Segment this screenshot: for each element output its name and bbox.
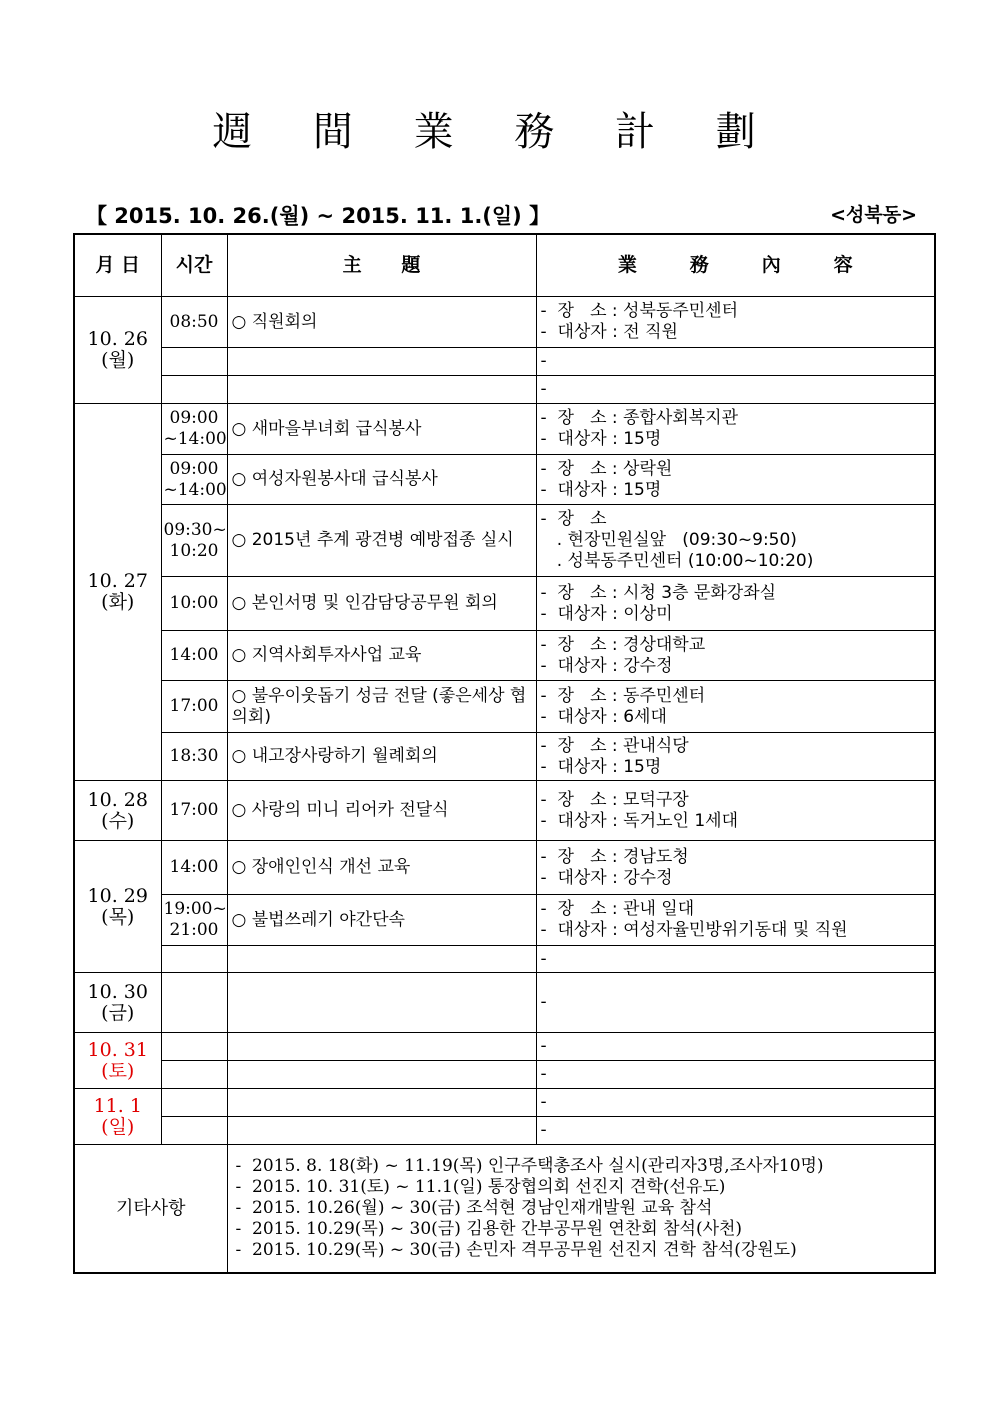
topic-cell: ○ 여성자원봉사대 급식봉사 <box>227 455 536 505</box>
schedule-row <box>74 946 935 973</box>
detail-cell <box>536 1089 935 1117</box>
period-range: 【 2015. 10. 26.(월) ~ 2015. 11. 1.(일) 】 <box>86 204 551 228</box>
detail-cell <box>536 681 935 733</box>
time-cell: 09:30~ 10:20 <box>161 505 227 577</box>
date-cell <box>74 1033 161 1089</box>
schedule-row <box>74 1117 935 1145</box>
topic-cell <box>227 973 536 1033</box>
topic-cell: ○ 2015년 추계 광견병 예방접종 실시 <box>227 505 536 577</box>
schedule-row <box>74 455 935 505</box>
topic-cell: ○ 사랑의 미니 리어카 전달식 <box>227 781 536 841</box>
schedule-row <box>74 681 935 733</box>
header-time: 시간 <box>161 234 227 297</box>
date-cell <box>74 404 161 781</box>
date-text: 10. 30 <box>87 980 148 1003</box>
detail-cell <box>536 841 935 895</box>
detail-cell <box>536 1061 935 1089</box>
detail-cell <box>536 1033 935 1061</box>
detail-line: - 장 소 : 시청 3층 문화강좌실 <box>540 582 777 603</box>
time-cell: 10:00 <box>161 577 227 631</box>
weekday-text: (토) <box>101 1059 135 1082</box>
time-cell: 17:00 <box>161 681 227 733</box>
time-cell <box>161 376 227 404</box>
time-cell <box>161 348 227 376</box>
topic-cell: ○ 장애인인식 개선 교육 <box>227 841 536 895</box>
time-cell: 08:50 <box>161 297 227 348</box>
detail-cell <box>536 1117 935 1145</box>
detail-line: - 대상자 : 6세대 <box>540 706 667 727</box>
detail-line: - 대상자 : 15명 <box>540 479 662 500</box>
time-cell: 14:00 <box>161 631 227 681</box>
detail-cell <box>536 348 935 376</box>
etc-row <box>74 1145 935 1273</box>
date-text: 10. 28 <box>87 788 148 811</box>
schedule-row <box>74 1089 935 1117</box>
detail-cell <box>536 895 935 946</box>
detail-line: - <box>540 351 547 371</box>
plan-body <box>74 297 935 1145</box>
detail-line: - <box>540 379 547 399</box>
date-text: 10. 31 <box>87 1038 148 1061</box>
detail-cell <box>536 505 935 577</box>
detail-cell <box>536 376 935 404</box>
detail-line: - <box>540 1036 547 1056</box>
topic-cell: ○ 새마을부녀회 급식봉사 <box>227 404 536 455</box>
etc-list <box>227 1145 935 1273</box>
detail-line: - <box>540 1064 547 1084</box>
detail-cell <box>536 577 935 631</box>
etc-item: - 2015. 10.29(목) ~ 30(금) 김용한 간부공무원 연찬회 참석(사천) <box>235 1218 743 1239</box>
detail-line: - <box>540 948 547 969</box>
detail-line: - 장 소 : 동주민센터 <box>540 685 706 706</box>
date-cell <box>74 1089 161 1145</box>
topic-cell <box>227 1033 536 1061</box>
topic-cell: ○ 직원회의 <box>227 297 536 348</box>
detail-line: - 대상자 : 15명 <box>540 429 662 449</box>
weekday-text: (목) <box>101 905 135 928</box>
detail-cell <box>536 946 935 973</box>
schedule-row <box>74 841 935 895</box>
header-row <box>74 234 935 297</box>
etc-item: - 2015. 10. 31(토) ~ 11.1(일) 통장협의회 선진지 견학(선유도) <box>235 1176 726 1197</box>
detail-line: - 대상자 : 강수정 <box>540 867 673 888</box>
schedule-row <box>74 973 935 1033</box>
topic-cell: ○ 불우이웃돕기 성금 전달 (좋은세상 협의회) <box>227 681 536 733</box>
time-cell <box>161 1089 227 1117</box>
date-text: 10. 27 <box>87 570 148 592</box>
schedule-row <box>74 577 935 631</box>
detail-line: - 대상자 : 여성자율민방위기동대 및 직원 <box>540 920 848 940</box>
weekday-text: (일) <box>101 1115 135 1138</box>
detail-line: - 장 소 <box>540 509 607 529</box>
time-cell <box>161 946 227 973</box>
date-cell <box>74 297 161 404</box>
detail-line: - 대상자 : 강수정 <box>540 655 673 676</box>
weekday-text: (화) <box>101 591 135 613</box>
detail-line: - <box>540 1120 547 1140</box>
schedule-row <box>74 404 935 455</box>
detail-cell <box>536 631 935 681</box>
date-text: 10. 29 <box>87 884 148 907</box>
time-cell <box>161 1061 227 1089</box>
dong-name: <성북동> <box>830 204 917 226</box>
topic-cell: ○ 본인서명 및 인감담당공무원 회의 <box>227 577 536 631</box>
detail-cell <box>536 297 935 348</box>
schedule-row <box>74 1061 935 1089</box>
time-cell <box>161 1117 227 1145</box>
weekly-plan-table <box>73 233 936 1274</box>
topic-cell: ○ 불법쓰레기 야간단속 <box>227 895 536 946</box>
detail-line: - 장 소 : 모덕구장 <box>540 789 689 810</box>
detail-line: - 장 소 : 관내 일대 <box>540 899 695 919</box>
time-cell <box>161 1033 227 1061</box>
detail-line: - 장 소 : 성북동주민센터 <box>540 301 738 321</box>
topic-cell <box>227 946 536 973</box>
weekday-text: (수) <box>101 809 135 832</box>
topic-cell <box>227 1117 536 1145</box>
detail-line: - 장 소 : 경상대학교 <box>540 634 706 655</box>
etc-item: - 2015. 10.29(목) ~ 30(금) 손민자 격무공무원 선진지 견학 참석(강원도) <box>235 1239 797 1260</box>
time-cell: 19:00~ 21:00 <box>161 895 227 946</box>
schedule-row <box>74 781 935 841</box>
detail-line: - <box>540 992 547 1012</box>
time-cell: 17:00 <box>161 781 227 841</box>
header-detail: 業 務 內 容 <box>536 234 935 297</box>
schedule-row <box>74 733 935 781</box>
date-text: 11. 1 <box>93 1094 142 1117</box>
etc-item: - 2015. 10.26(월) ~ 30(금) 조석현 경남인재개발원 교육 참석 <box>235 1197 713 1218</box>
detail-line: - <box>540 1092 547 1112</box>
topic-cell: ○ 내고장사랑하기 월례회의 <box>227 733 536 781</box>
date-cell <box>74 841 161 973</box>
detail-cell <box>536 781 935 841</box>
date-text: 10. 26 <box>87 328 148 350</box>
topic-cell: ○ 지역사회투자사업 교육 <box>227 631 536 681</box>
detail-cell <box>536 973 935 1033</box>
schedule-row <box>74 1033 935 1061</box>
time-cell <box>161 973 227 1033</box>
time-cell: 18:30 <box>161 733 227 781</box>
detail-cell <box>536 404 935 455</box>
weekday-text: (금) <box>101 1001 135 1024</box>
header-date: 月 日 <box>74 234 161 297</box>
document-title: 週 間 業 務 計 劃 <box>212 109 780 155</box>
topic-cell <box>227 348 536 376</box>
schedule-row <box>74 895 935 946</box>
detail-line: - 대상자 : 전 직원 <box>540 322 678 342</box>
detail-line: - 대상자 : 이상미 <box>540 603 673 624</box>
time-cell: 14:00 <box>161 841 227 895</box>
schedule-row <box>74 631 935 681</box>
topic-cell <box>227 376 536 404</box>
detail-line: - 장 소 : 종합사회복지관 <box>540 408 738 428</box>
detail-line: - 장 소 : 관내식당 <box>540 735 689 756</box>
detail-line: - 장 소 : 경남도청 <box>540 846 689 867</box>
schedule-row <box>74 297 935 348</box>
time-cell: 09:00 ~14:00 <box>161 455 227 505</box>
schedule-row <box>74 348 935 376</box>
detail-cell <box>536 455 935 505</box>
date-cell <box>74 781 161 841</box>
schedule-row <box>74 376 935 404</box>
detail-line: . 성북동주민센터 (10:00~10:20) <box>540 551 814 571</box>
detail-line: - 장 소 : 상락원 <box>540 458 673 479</box>
detail-line: - 대상자 : 독거노인 1세대 <box>540 810 738 831</box>
etc-item: - 2015. 8. 18(화) ~ 11.19(목) 인구주택총조사 실시(관리자3명,조사자10명) <box>235 1155 824 1176</box>
detail-cell <box>536 733 935 781</box>
detail-line: - 대상자 : 15명 <box>540 756 662 777</box>
date-cell <box>74 973 161 1033</box>
header-topic: 主 題 <box>227 234 536 297</box>
time-cell: 09:00 ~14:00 <box>161 404 227 455</box>
topic-cell <box>227 1089 536 1117</box>
etc-label: 기타사항 <box>74 1145 227 1273</box>
detail-line: . 현장민원실앞 (09:30~9:50) <box>540 530 797 550</box>
topic-cell <box>227 1061 536 1089</box>
weekday-text: (월) <box>101 349 135 371</box>
schedule-row <box>74 505 935 577</box>
